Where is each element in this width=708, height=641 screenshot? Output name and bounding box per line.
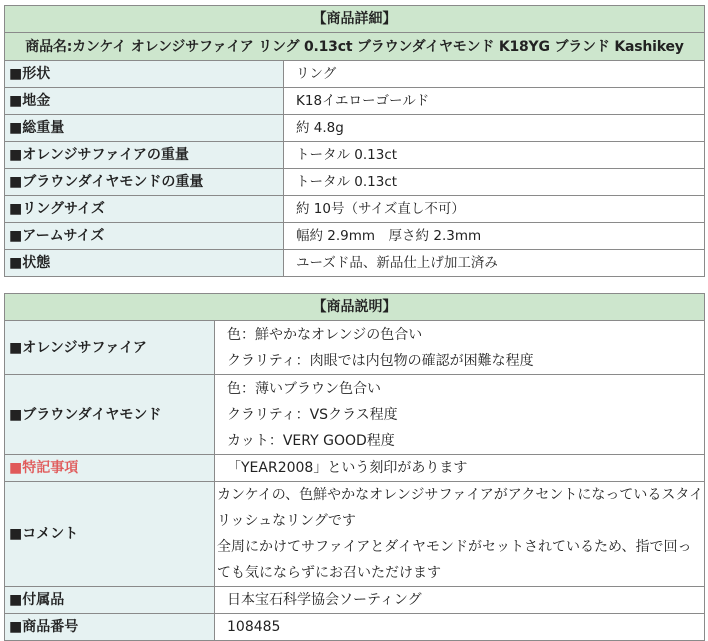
row-label: ■オレンジサファイアの重量 xyxy=(5,142,284,169)
orange-sapphire-label: ■オレンジサファイア xyxy=(5,321,215,375)
comment-line-2: 全周にかけてサファイアとダイヤモンドがセットされているため、指で回っても気にならずにお召いただけます xyxy=(217,539,692,581)
notes-value: 「YEAR2008」という刻印があります xyxy=(215,455,705,482)
brown-diamond-color: 色：薄いブラウン色合い xyxy=(227,380,381,397)
product-number-value: 108485 xyxy=(215,614,705,641)
row-label: ■形状 xyxy=(5,61,284,88)
row-label: ■総重量 xyxy=(5,115,284,142)
row-value: ユーズド品、新品仕上げ加工済み xyxy=(284,250,705,277)
row-value: トータル 0.13ct xyxy=(284,142,705,169)
row-value: リング xyxy=(284,61,705,88)
description-header: 【商品説明】 xyxy=(5,294,705,321)
product-details-table xyxy=(4,5,705,277)
table-row xyxy=(5,169,705,196)
row-value: 幅約 2.9mm 厚さ約 2.3mm xyxy=(284,223,705,250)
notes-label: ■特記事項 xyxy=(5,455,215,482)
table-row xyxy=(5,321,705,375)
orange-sapphire-color: 色：鮮やかなオレンジの色合い xyxy=(227,326,423,343)
table-row xyxy=(5,250,705,277)
row-value: 約 4.8g xyxy=(284,115,705,142)
table-row xyxy=(5,196,705,223)
row-value: K18イエローゴールド xyxy=(284,88,705,115)
row-value: 約 10号（サイズ直し不可） xyxy=(284,196,705,223)
row-label: ■地金 xyxy=(5,88,284,115)
row-value: トータル 0.13ct xyxy=(284,169,705,196)
brown-diamond-label: ■ブラウンダイヤモンド xyxy=(5,375,215,455)
table-row xyxy=(5,115,705,142)
table-row xyxy=(5,88,705,115)
accessories-label: ■付属品 xyxy=(5,587,215,614)
row-label: ■アームサイズ xyxy=(5,223,284,250)
table-row xyxy=(5,375,705,455)
comment-line-1: カンケイの、色鮮やかなオレンジサファイアがアクセントになっているスタイリッシュなリングです xyxy=(217,487,704,529)
row-label: ■リングサイズ xyxy=(5,196,284,223)
product-description-table xyxy=(4,293,705,641)
table-row xyxy=(5,482,705,587)
table-row xyxy=(5,455,705,482)
table-row xyxy=(5,142,705,169)
table-row xyxy=(5,223,705,250)
row-label: ■状態 xyxy=(5,250,284,277)
product-title: 商品名:カンケイ オレンジサファイア リング 0.13ct ブラウンダイヤモンド K18YG ブランド Kashikey xyxy=(5,33,705,61)
brown-diamond-cut: カット：VERY GOOD程度 xyxy=(227,432,395,449)
table-row xyxy=(5,587,705,614)
table-row xyxy=(5,614,705,641)
brown-diamond-value xyxy=(215,375,705,455)
orange-sapphire-clarity: クラリティ：肉眼では内包物の確認が困難な程度 xyxy=(227,352,534,369)
orange-sapphire-value xyxy=(215,321,705,375)
comment-value xyxy=(215,482,705,587)
table-row xyxy=(5,61,705,88)
comment-label: ■コメント xyxy=(5,482,215,587)
product-number-label: ■商品番号 xyxy=(5,614,215,641)
brown-diamond-clarity: クラリティ：VSクラス程度 xyxy=(227,406,398,423)
row-label: ■ブラウンダイヤモンドの重量 xyxy=(5,169,284,196)
details-header: 【商品詳細】 xyxy=(5,6,705,33)
accessories-value: 日本宝石科学協会ソーティング xyxy=(215,587,705,614)
